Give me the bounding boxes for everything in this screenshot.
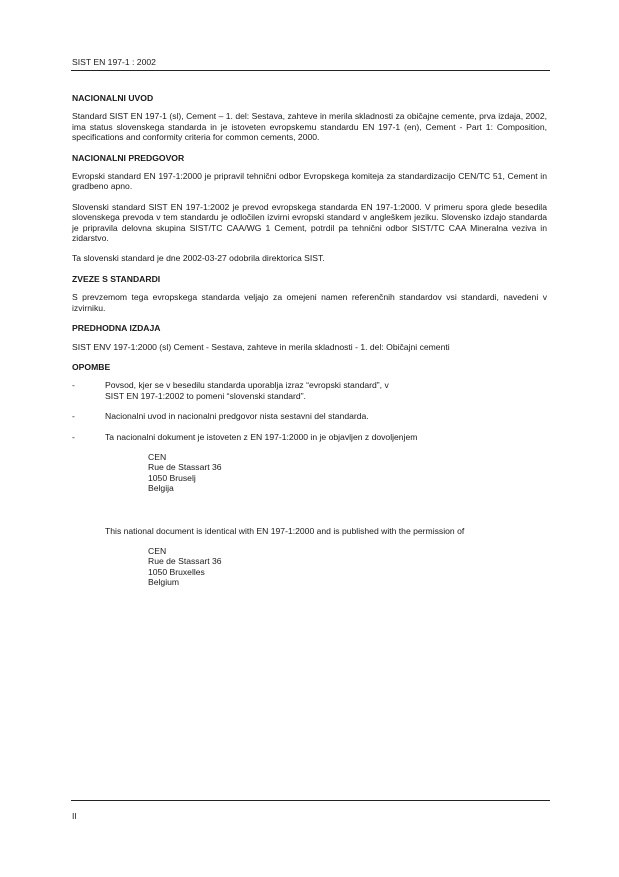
address-line: 1050 Bruxelles [148,566,205,577]
address-line: Belgium [148,577,180,588]
heading-opombe: OPOMBE [72,361,111,372]
heading-zveze-s-standardi: ZVEZE S STANDARDI [72,273,161,284]
note-dash: - [72,431,75,442]
predhodna-paragraph: SIST ENV 197-1:2000 (sl) Cement - Sestava, zahteve in merila skladnosti - 1. del: Običajni cementi [72,341,450,352]
page-number: II [72,811,77,821]
english-permission-text: This national document is identical with EN 197-1:2000 and is published with the permission of [105,525,465,536]
address-slovenian [72,452,547,494]
predgovor-paragraph-3: Ta slovenski standard je dne 2002-03-27 odobrila direktorica SIST. [72,253,325,264]
header-rule [71,70,550,71]
address-line: Rue de Stassart 36 [148,462,222,473]
zveze-paragraph: S prevzemom tega evropskega standarda veljajo za omejeni namen referenčnih standardov vsi standardi, navedeni v izvirniku. [72,292,547,313]
page-content [72,93,547,598]
address-english [72,546,547,588]
address-line: Rue de Stassart 36 [148,556,222,567]
note-item-2 [72,411,547,421]
predgovor-paragraph-2: Slovenski standard SIST EN 197-1:2002 je prevod evropskega standarda EN 197-1:2000. V primeru spora glede besedila slovenskega prevoda v tem standardu je odločilen izvirni evropski standard v angleškem jeziku. Slovensko izdajo standarda je pripravila delovna skupina SIST/TC CAA/WG 1 Cement, potrdil pa tehnični odbor SIST/TC CAA Mineralna veziva in zidarstvo. [72,201,547,244]
note-2-text: Nacionalni uvod in nacionalni predgovor nista sestavni del standarda. [105,411,369,422]
header-title: SIST EN 197-1 : 2002 [72,57,156,67]
heading-predhodna-izdaja: PREDHODNA IZDAJA [72,323,161,334]
note-dash: - [72,380,75,391]
predgovor-paragraph-1: Evropski standard EN 197-1:2000 je pripravil tehnični odbor Evropskega komiteja za standardizacijo CEN/TC 51, Cement in gradbeno apno. [72,171,547,192]
spacer [72,504,547,526]
note-dash: - [72,411,75,422]
note-3-text: Ta nacionalni dokument je istoveten z EN 197-1:2000 in je objavljen z dovoljenjem [105,431,418,442]
note-1-line-1: Povsod, kjer se v besedilu standarda uporablja izraz “evropski standard”, v [105,380,389,391]
uvod-paragraph: Standard SIST EN 197-1 (sl), Cement – 1. del: Sestava, zahteve in merila skladnosti za običajne cemente, prva izdaja, 2002, ima status slovenskega standarda in je istoveten evropskemu standardu EN 197-1 (en), Cement - Part 1: Composition, specifications and conformity criteria for common cements, 2000. [72,111,547,143]
footer-rule [71,800,550,801]
address-line: Belgija [148,483,174,494]
address-line: CEN [148,451,167,462]
note-item-1 [72,380,547,401]
heading-nacionalni-uvod: NACIONALNI UVOD [72,93,154,103]
note-item-3 [72,432,547,442]
note-1-line-2: SIST EN 197-1:2002 to pomeni “slovenski standard”. [105,390,306,401]
address-line: CEN [148,545,167,556]
heading-nacionalni-predgovor: NACIONALNI PREDGOVOR [72,152,185,163]
address-line: 1050 Bruselj [148,472,196,483]
